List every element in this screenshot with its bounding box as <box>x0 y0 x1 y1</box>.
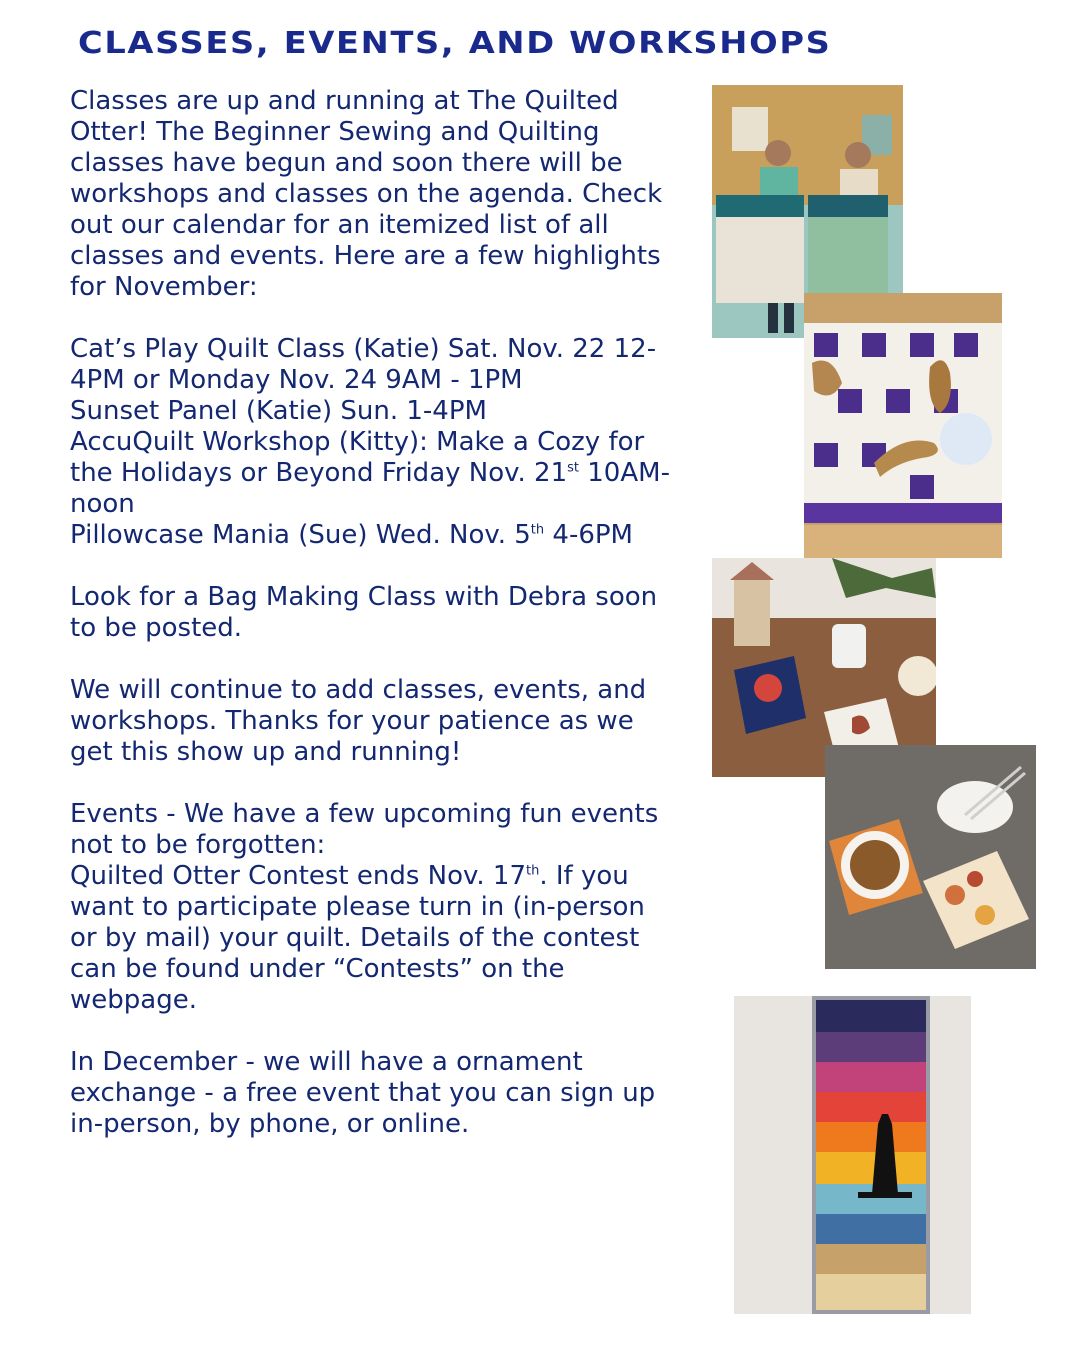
class-pillowcase <box>70 520 670 551</box>
december-paragraph: In December - we will have a ornament exchange - a free event that you can sign up in-person, by phone, or online. <box>70 1047 656 1139</box>
class-sunset-panel: Sunset Panel (Katie) Sun. 1-4PM <box>70 396 487 426</box>
photo-soup-bowls <box>825 745 1036 969</box>
page-title: CLASSES, EVENTS, AND WORKSHOPS <box>78 26 832 61</box>
bag-making-paragraph: Look for a Bag Making Class with Debra soon to be posted. <box>70 582 658 643</box>
accuquilt-time: 10AM-noon <box>70 458 670 519</box>
class-cats-play: Cat’s Play Quilt Class (Katie) Sat. Nov. 22 12-4PM or Monday Nov. 24 9AM - 1PM <box>70 334 657 395</box>
pillowcase-time: 4-6PM <box>544 520 633 550</box>
continue-paragraph: We will continue to add classes, events, and workshops. Thanks for your patience as we get this show up and running! <box>70 675 647 767</box>
class-accuquilt <box>70 427 670 520</box>
photo-sunset-panel <box>734 996 971 1314</box>
photo-cats-play-quilt <box>804 293 1002 558</box>
accuquilt-ordinal: st <box>567 460 579 476</box>
contest-paragraph <box>70 861 670 1016</box>
intro-paragraph: Classes are up and running at The Quilted Otter! The Beginner Sewing and Quilting classes have begun and soon there will be workshops and classes on the agenda. Check out our calendar for an itemized list of all classes and events. Here are a few highlights for November: <box>70 86 663 302</box>
pillowcase-ordinal: th <box>530 522 545 538</box>
contest-details: . If you want to participate please turn in (in-person or by mail) your quilt. Details of the contest can be found under “Contests” on the webpage. <box>70 861 645 1015</box>
article-body <box>70 86 670 1140</box>
contest-text: Quilted Otter Contest ends Nov. 17 <box>70 861 527 891</box>
accuquilt-text: AccuQuilt Workshop (Kitty): Make a Cozy for the Holidays or Beyond Friday Nov. 21 <box>70 427 645 488</box>
events-intro: Events - We have a few upcoming fun events not to be forgotten: <box>70 799 659 860</box>
contest-ordinal: th <box>526 863 540 879</box>
pillowcase-text: Pillowcase Mania (Sue) Wed. Nov. 5 <box>70 520 531 550</box>
